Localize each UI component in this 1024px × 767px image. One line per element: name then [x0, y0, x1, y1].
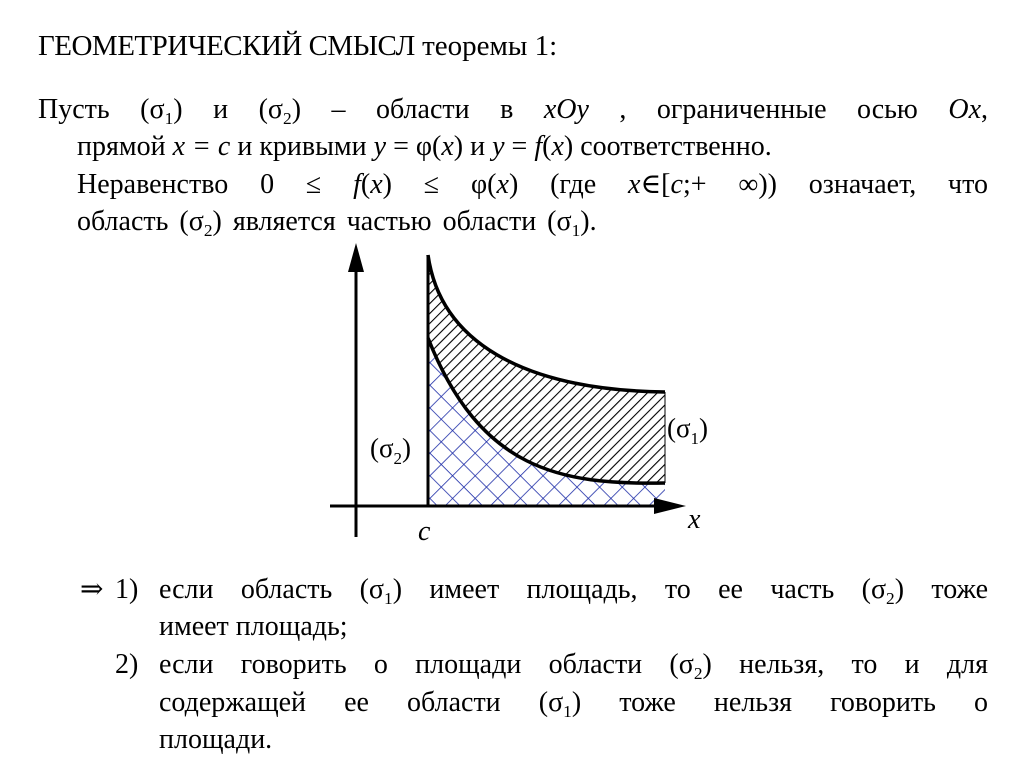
- region-diagram: [320, 238, 740, 558]
- item1-line-2: имеет площадь;: [159, 611, 348, 642]
- item2-number: 2): [115, 649, 139, 680]
- item1-number: 1): [115, 574, 139, 605]
- label-sigma2: $(\sigma_2)$: [370, 433, 412, 468]
- x-axis-arrowhead: [654, 498, 686, 514]
- item2-line-2: содержащей ее области $(\sigma_1)$ тоже нельзя говорить о: [159, 687, 988, 722]
- setup-line-4: область $(\sigma_2)$ является частью области $(\sigma_1)$.: [77, 206, 597, 241]
- label-sigma1: $(\sigma_1)$: [667, 413, 709, 448]
- setup-line-1: Пусть $(\sigma_1)$ и $(\sigma_2)$ – области в xOy , ограниченные осью Ox,: [38, 94, 988, 129]
- implies-icon: ⇒: [80, 574, 104, 605]
- item2-line-3: площади.: [159, 724, 273, 755]
- label-x: x: [688, 504, 701, 535]
- title-rest: теоремы 1:: [422, 30, 558, 62]
- title-caps: ГЕОМЕТРИЧЕСКИЙ СМЫСЛ: [38, 30, 415, 62]
- item2-line-1: если говорить о площади области $(\sigma_2)$ нельзя, то и для: [159, 649, 988, 684]
- slide-title: [38, 28, 557, 64]
- setup-line-3: Неравенство 0 ≤ f(x) ≤ φ(x) (где x∈[c;+ ∞)) означает, что: [77, 169, 988, 200]
- conclusion-arrow: [80, 571, 103, 608]
- item1-line-1: если область $(\sigma_1)$ имеет площадь, то ее часть $(\sigma_2)$ тоже: [159, 574, 988, 609]
- setup-line-2: прямой x = c и кривыми y = φ(x) и y = f(x) соответственно.: [77, 131, 772, 162]
- label-c: c: [418, 516, 431, 547]
- y-axis-arrowhead: [348, 243, 364, 272]
